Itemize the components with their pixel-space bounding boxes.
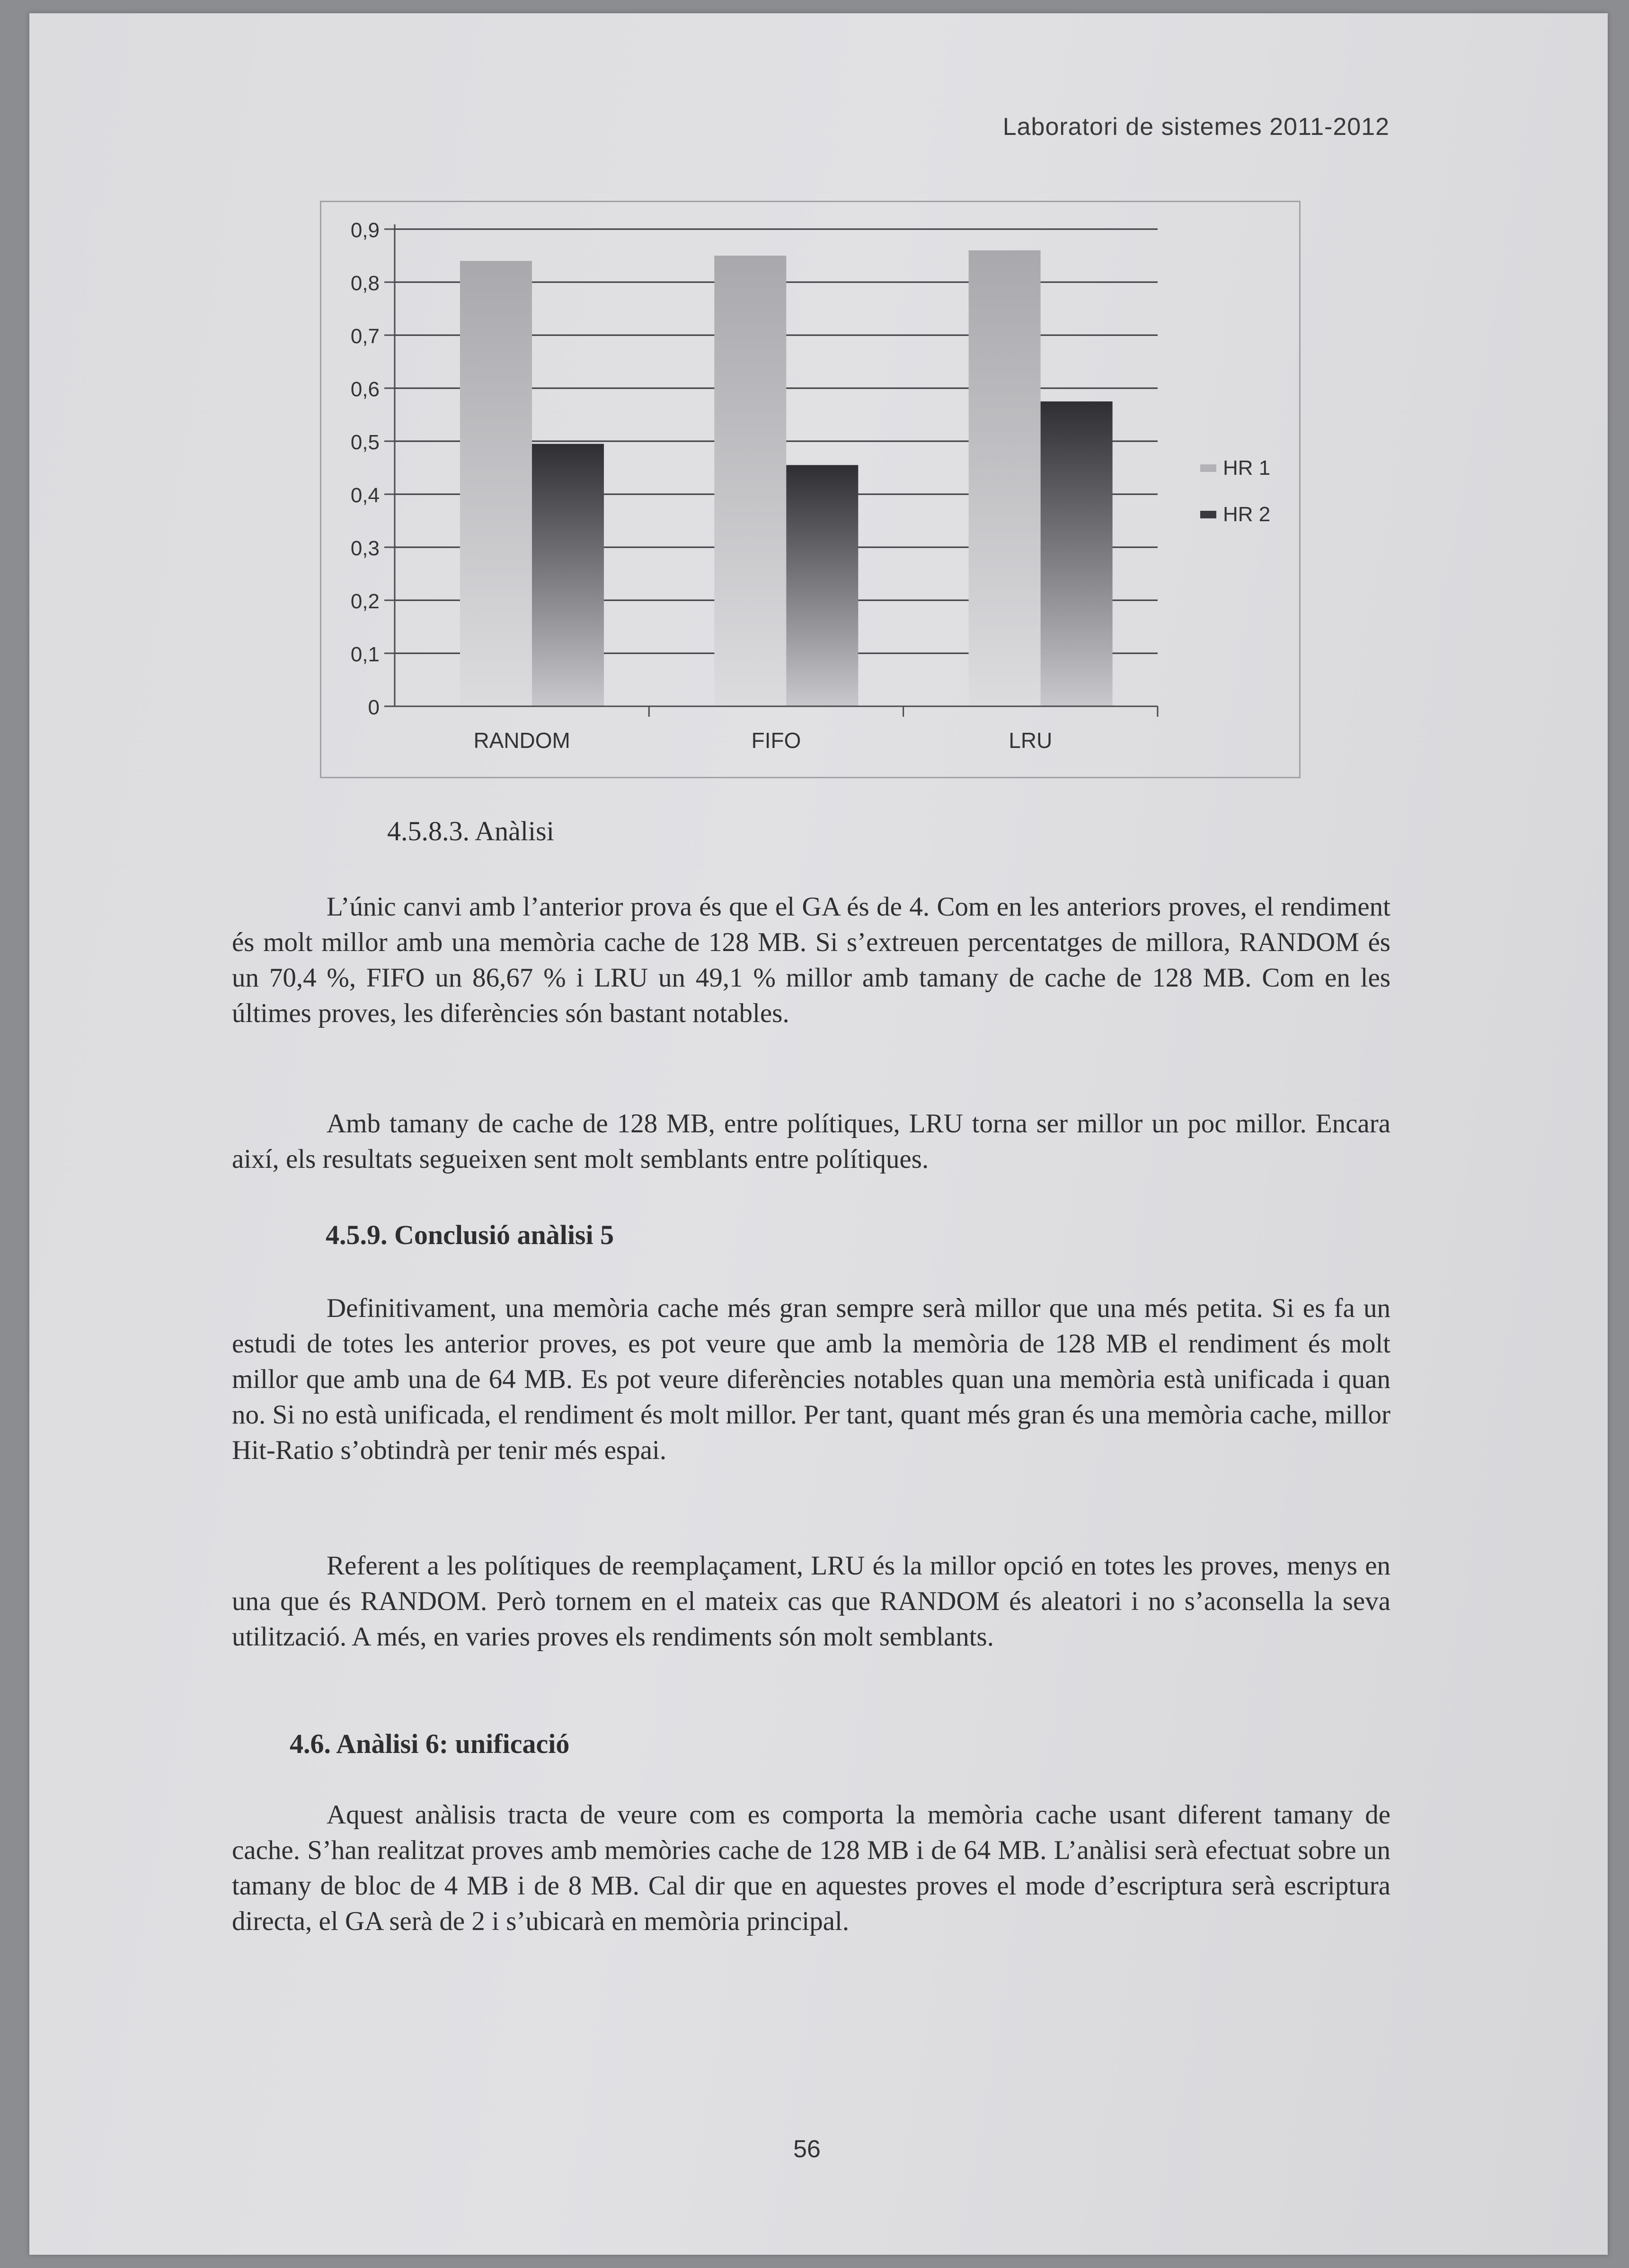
y-tick-label: 0,7	[350, 325, 380, 348]
paragraph-conclusio-1: Definitivament, una memòria cache més gran sempre serà millor que una més petita. Si es fa un estudi de totes les anterior proves, es pot veure que amb la memòria de 128 MB el rendiment és molt millor que amb una de 64 MB. Es pot veure diferències notables quan una memòria està unificada i quan no. Si no està unificada, el rendiment és molt millor. Per tant, quant més gran és una memòria cache, millor Hit-Ratio s’obtindrà per tenir més espai.	[232, 1293, 1390, 1465]
section-heading-unificacio: 4.6. Anàlisi 6: unificació	[290, 1728, 570, 1759]
y-tick-label: 0,1	[350, 643, 380, 666]
legend-label-hr1: HR 1	[1223, 456, 1271, 480]
paragraph-conclusio-2: Referent a les polítiques de reemplaçament, LRU és la millor opció en totes les proves, menys en una que és RANDOM. Però tornem en el mateix cas que RANDOM és aleatori i no s’aconsella la seva utilització. A més, en varies proves els rendiments són molt semblants.	[232, 1551, 1390, 1652]
subsection-title: 4.5.8.3. Anàlisi	[387, 816, 554, 846]
legend-swatch-hr1	[1200, 464, 1216, 472]
section-heading-conclusio: 4.5.9. Conclusió anàlisi 5	[326, 1219, 614, 1250]
y-tick-label: 0,4	[350, 484, 380, 507]
bar-chart	[0, 0, 1629, 805]
x-tick-label: LRU	[1009, 728, 1053, 753]
legend-swatch-hr2	[1200, 511, 1216, 518]
y-tick-label: 0	[368, 696, 380, 719]
paragraph-analisi-2: Amb tamany de cache de 128 MB, entre polítiques, LRU torna ser millor un poc millor. Encara així, els resultats segueixen sent molt semblants entre polítiques.	[232, 1109, 1390, 1174]
bar-hr2-fifo	[786, 465, 858, 706]
paragraph-unificacio: Aquest anàlisis tracta de veure com es comporta la memòria cache usant diferent tamany de cache. S’han realitzat proves amb memòries cache de 128 MB i de 64 MB. L’anàlisi serà efectuat sobre un tamany de bloc de 4 MB i de 8 MB. Cal dir que en aquestes proves el mode d’escriptura serà escriptura directa, el GA serà de 2 i s’ubicarà en memòria principal.	[232, 1800, 1390, 1936]
bar-hr2-lru	[1041, 401, 1113, 706]
page-number: 56	[793, 2135, 821, 2163]
y-tick-label: 0,8	[350, 272, 380, 295]
y-tick-label: 0,5	[350, 431, 380, 454]
legend-label-hr2: HR 2	[1223, 503, 1271, 526]
y-tick-label: 0,6	[350, 378, 380, 401]
x-tick-label: FIFO	[751, 728, 801, 753]
chart-legend	[1200, 445, 1270, 538]
legend-item-hr1	[1200, 445, 1270, 491]
y-tick-label: 0,2	[350, 590, 380, 613]
legend-item-hr2	[1200, 491, 1270, 538]
bar-hr2-random	[532, 444, 604, 706]
running-header: Laboratori de sistemes 2011-2012	[1002, 113, 1390, 141]
y-tick-label: 0,3	[350, 537, 380, 560]
x-tick-label: RANDOM	[473, 728, 570, 753]
bar-hr1-random	[460, 261, 532, 706]
paragraph-analisi-1: L’únic canvi amb l’anterior prova és que el GA és de 4. Com en les anteriors proves, el rendiment és molt millor amb una memòria cache de 128 MB. Si s’extreuen percentatges de millora, RANDOM és un 70,4 %, FIFO un 86,67 % i LRU un 49,1 % millor amb tamany de cache de 128 MB. Com en les últimes proves, les diferències són bastant notables.	[232, 892, 1390, 1028]
bar-hr1-fifo	[714, 256, 786, 706]
bar-hr1-lru	[969, 250, 1041, 706]
y-tick-label: 0,9	[350, 219, 380, 242]
